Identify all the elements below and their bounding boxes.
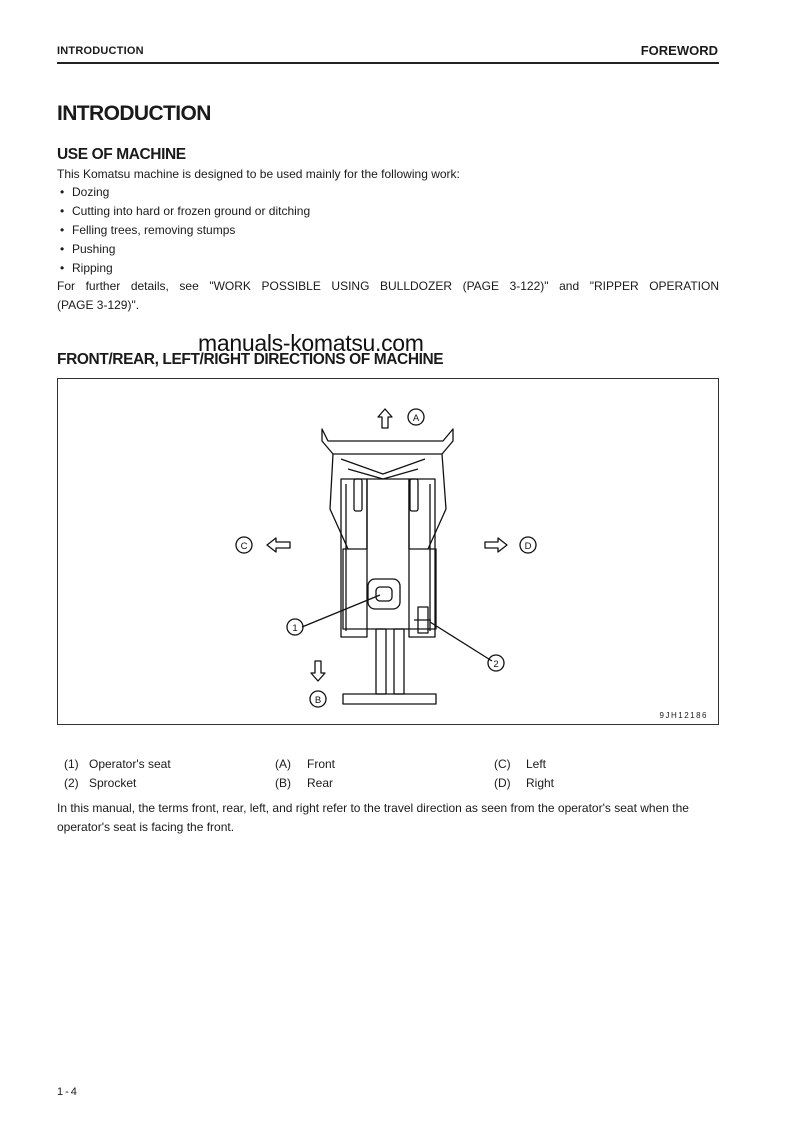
legend-label: Left (526, 757, 547, 771)
legend-key: (2) (64, 776, 79, 790)
callout-d: D (524, 541, 532, 552)
list-item: • Dozing (60, 183, 310, 202)
right-track (409, 479, 435, 637)
list-item: • Pushing (60, 240, 310, 259)
work-list (60, 183, 310, 278)
legend-column-1 (64, 755, 171, 793)
callout-2: 2 (493, 659, 499, 670)
arrow-front (378, 409, 392, 428)
page-number: 1-4 (57, 1086, 79, 1098)
legend-key: (C) (494, 757, 511, 771)
watermark: manuals-komatsu.com (198, 330, 424, 356)
blade (322, 429, 453, 454)
directions-heading: FRONT/REAR, LEFT/RIGHT DIRECTIONS OF MACHINE (57, 351, 444, 368)
arrow-rear (311, 661, 325, 681)
legend-label: Sprocket (89, 776, 137, 790)
directions-figure (57, 378, 719, 725)
operator-seat-shape (368, 579, 400, 609)
legend-key: (D) (494, 776, 511, 790)
legend-item (275, 755, 335, 774)
details-line-2: (PAGE 3-129)". (57, 298, 140, 312)
callout-1: 1 (292, 623, 298, 634)
direction-note: In this manual, the terms front, rear, left, and right refer to the travel direction as seen from the operator's seat when the operator's seat is facing the front. (57, 801, 689, 834)
legend-label: Rear (307, 776, 334, 790)
legend-item (494, 755, 554, 774)
header-section: INTRODUCTION (57, 45, 144, 57)
list-item: • Ripping (60, 259, 310, 278)
legend-key: (1) (64, 757, 79, 771)
arrow-right (485, 538, 507, 552)
legend-label: Front (307, 757, 336, 771)
page-title: INTRODUCTION (57, 102, 211, 125)
legend-column-2 (275, 755, 335, 793)
callout-c: C (240, 541, 248, 552)
bulldozer-top-view-diagram (58, 379, 720, 726)
figure-code: 9JH12186 (659, 711, 708, 720)
list-item: • Felling trees, removing stumps (60, 221, 310, 240)
callout-b: B (314, 695, 322, 706)
legend-item (64, 755, 171, 774)
legend-column-3 (494, 755, 554, 793)
callout-a: A (412, 413, 420, 424)
legend-item (494, 774, 554, 793)
legend-key: (B) (275, 776, 291, 790)
legend-key: (A) (275, 757, 291, 771)
legend-label: Right (526, 776, 555, 790)
use-of-machine-heading: USE OF MACHINE (57, 146, 186, 163)
legend-item (64, 774, 171, 793)
list-item: • Cutting into hard or frozen ground or ditching (60, 202, 310, 221)
legend-label: Operator's seat (89, 757, 171, 771)
details-paragraph (57, 277, 719, 315)
ripper (343, 694, 436, 704)
details-line-1: For further details, see "WORK POSSIBLE USING BULLDOZER (PAGE 3-122)" and "RIPPER OPERATION (57, 279, 719, 293)
header-chapter: FOREWORD (640, 43, 718, 58)
arrow-left (267, 538, 290, 552)
legend-item (275, 774, 335, 793)
use-of-machine-intro: This Komatsu machine is designed to be used mainly for the following work: (57, 167, 460, 181)
header-rule (57, 62, 719, 64)
